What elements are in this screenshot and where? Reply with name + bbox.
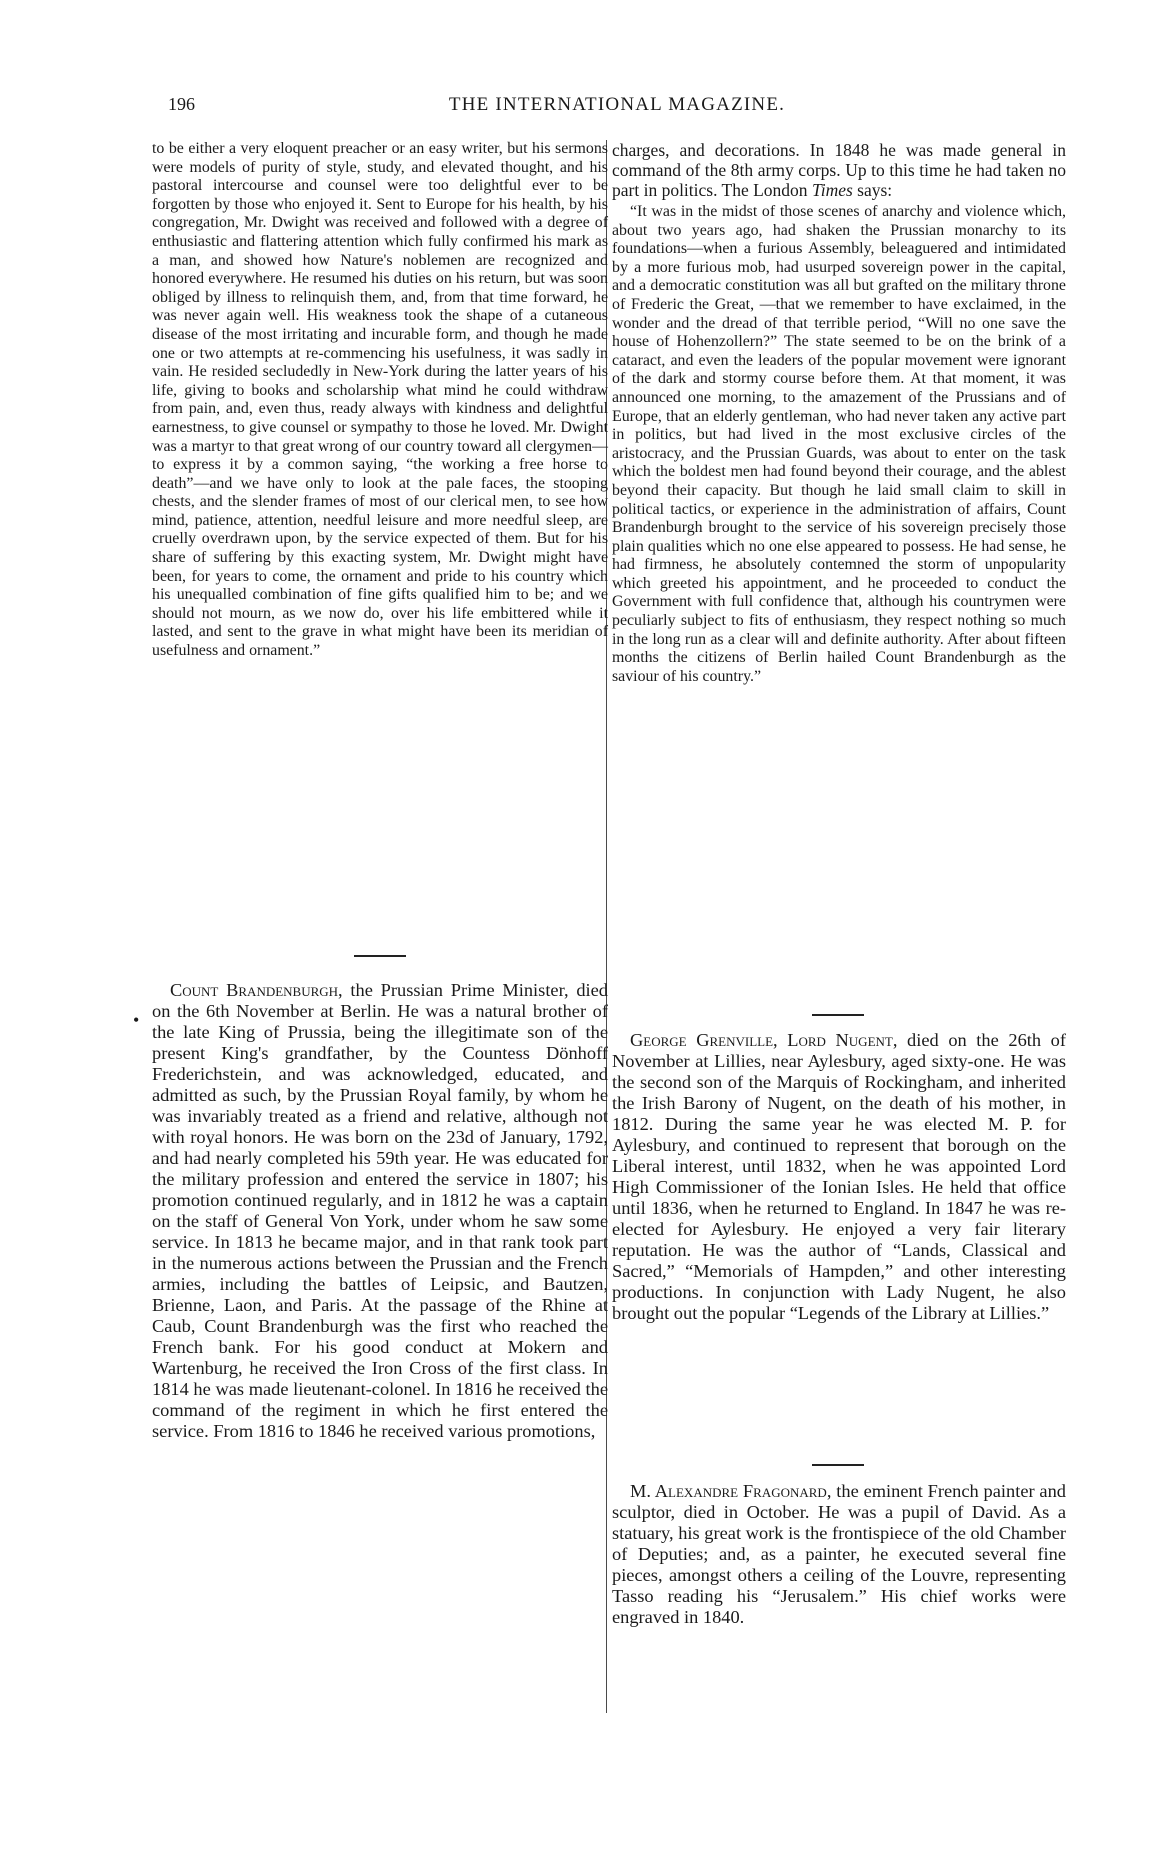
nugent-name: George Grenville, Lord Nugent,: [630, 1030, 898, 1050]
nugent-text: died on the 26th of November at Lillies, near Aylesbury, aged sixty-one. He was the second son of the Marquis of Rockingham, and inherited the Irish Barony of Nugent, on the death of his mother, in 1812. During the same year he was elected M. P. for Aylesbury, and continued to represent that borough on the Liberal interest, until 1832, when he was appointed Lord High Commissioner of the Ionian Isles. He held that office until 1836, when he returned to England. In 1847 he was re-elected for Aylesbury. He enjoyed a very fair literary reputation. He was the author of “Lands, Classical and Sacred,” “Memorials of Hampden,” and other interesting productions. In conjunction with Lady Nugent, he also brought out the popular “Legends of the Library at Lillies.”: [612, 1030, 1066, 1323]
running-title: THE INTERNATIONAL MAGAZINE.: [448, 94, 786, 115]
brandenburgh-obituary: [152, 980, 608, 1442]
brandenburgh-continuation: [612, 140, 1066, 686]
section-separator: [812, 1464, 864, 1466]
times-intro-text: charges, and decorations. In 1848 he was made general in command of the 8th army corps. Up to this time he had taken no part in politics. The London: [612, 140, 1066, 200]
fragonard-paragraph: [612, 1481, 1066, 1628]
nugent-obituary: [612, 1030, 1066, 1324]
dwight-paragraph: to be either a very eloquent preacher or an easy writer, but his sermons were models of purity of style, study, and elevated thought, and his pastoral intercourse and counsel were too delightful ever to be forgotten by those who enjoyed it. Sent to Europe for his health, by his congregation, Mr. Dwight was received and followed with a degree of enthusiastic and flattering attention which fully confirmed his mark as a man, and showed how Nature's noblemen are recognized and honored everywhere. He resumed his duties on his return, but was soon obliged by illness to relinquish them, and, from that time forward, he was never again well. His weakness took the shape of a cutaneous disease of the most irritating and incurable form, and though he made one or two attempts at re-commencing his usefulness, it was sadly in vain. He resided secludedly in New-York during the latter years of his life, giving to books and scholarship what mind he could withdraw from pain, and, even thus, ready always with kindness and delightful earnestness, to give counsel or sympathy to those he loved. Mr. Dwight was a martyr to that great wrong of our country toward all clergymen—to express it by a common saying, “the working a free horse to death”—and we have only to look at the pale faces, the stooping chests, and the slender frames of most of our clerical men, to see how mind, patience, attention, needful leisure and more needful sleep, are cruelly overdrawn upon, by the service expected of them. But for his share of suffering by this exacting system, Mr. Dwight might have been, for years to come, the ornament and pride to his country which his unequalled combination of fine gifts qualified him to be; and we should not mourn, as we now do, over his life embittered while it lasted, and sent to the grave in what might have been its meridian of usefulness and ornament.”: [152, 140, 608, 660]
dwight-obituary-continuation: [152, 140, 608, 661]
section-separator: [354, 955, 406, 957]
times-intro: [612, 140, 1066, 200]
times-title: Times: [811, 180, 853, 200]
fragonard-name: M. Alexandre Fragonard,: [630, 1481, 832, 1501]
times-intro-end: says:: [852, 180, 893, 200]
brandenburgh-paragraph: [152, 980, 608, 1442]
fragonard-obituary: [612, 1481, 1066, 1628]
page-header: [168, 94, 1066, 122]
page-number: 196: [168, 94, 195, 114]
times-quote: “It was in the midst of those scenes of anarchy and violence which, about two years ago, had shaken the Prussian monarchy to its foundations—when a furious Assembly, beleaguered and intimidated by a more furious mob, had usurped sovereign power in the capital, and a democratic constitution was all but grafted on the military throne of Frederic the Great, —that we remember to have exclaimed, in the wonder and the dread of that terrible period, “Will no one save the house of Hohenzollern?” The state seemed to be on the brink of a cataract, and even the leaders of the popular movement were ignorant of the dark and stormy course before them. At that moment, it was announced one morning, to the amazement of the Prussians and of Europe, that an elderly gentleman, who had never taken any active part in politics, but had lived in the most exclusive circles of the aristocracy, and the Prussian Guards, was about to enter on the task which the boldest men had found beyond their courage, and the ablest beyond their capacity. But though he laid small claim to skill in political tactics, or experience in the administration of affairs, Count Brandenburgh brought to the service of his sovereign precisely those plain qualities which no one else appeared to possess. He had sense, he had firmness, he absolutely contemned the storm of unpopularity which greeted his appointment, and he proceeded to conduct the Government with full confidence that, although his countrymen were peculiarly subject to fits of enthusiasm, they respect nothing so much in the long run as a clear will and definite authority. After about fifteen months the citizens of Berlin hailed Count Brandenburgh as the saviour of his country.”: [612, 203, 1066, 685]
fragonard-text: the eminent French painter and sculptor, died in October. He was a pupil of David. As a statuary, his great work is the frontispiece of the old Chamber of Deputies; and, as a painter, he executed several fine pieces, amongst others a ceiling of the Louvre, representing Tasso reading his “Jerusalem.” His chief works were engraved in 1840.: [612, 1481, 1066, 1627]
section-separator: [812, 1014, 864, 1016]
nugent-paragraph: [612, 1030, 1066, 1324]
brandenburgh-name: Count Brandenburgh,: [170, 980, 343, 1000]
margin-mark: •: [133, 1010, 140, 1030]
brandenburgh-text: the Prussian Prime Minister, died on the 6th November at Berlin. He was a natural brother of the late King of Prussia, being the illegitimate son of the present King's grandfather, by the Countess Dönhoff Frederichstein, and was acknowledged, educated, and admitted as such, by the Prussian Royal family, by whom he was invariably treated as a friend and relative, although not with royal honors. He was born on the 23d of January, 1792, and had nearly completed his 59th year. He was educated for the military profession and entered the service in 1807; his promotion continued regularly, and in 1812 he was a captain on the staff of General Von York, under whom he saw some service. In 1813 he became major, and in that rank took part in the numerous actions between the Prussian and the French armies, including the battles of Leipsic, and Bautzen, Brienne, Laon, and Paris. At the passage of the Rhine at Caub, Count Brandenburgh was the first who reached the French bank. For his good conduct at Mokern and Wartenburg, he received the Iron Cross of the first class. In 1814 he was made lieutenant-colonel. In 1816 he received the command of the regiment in which he first entered the service. From 1816 to 1846 he received various promotions,: [152, 980, 608, 1441]
